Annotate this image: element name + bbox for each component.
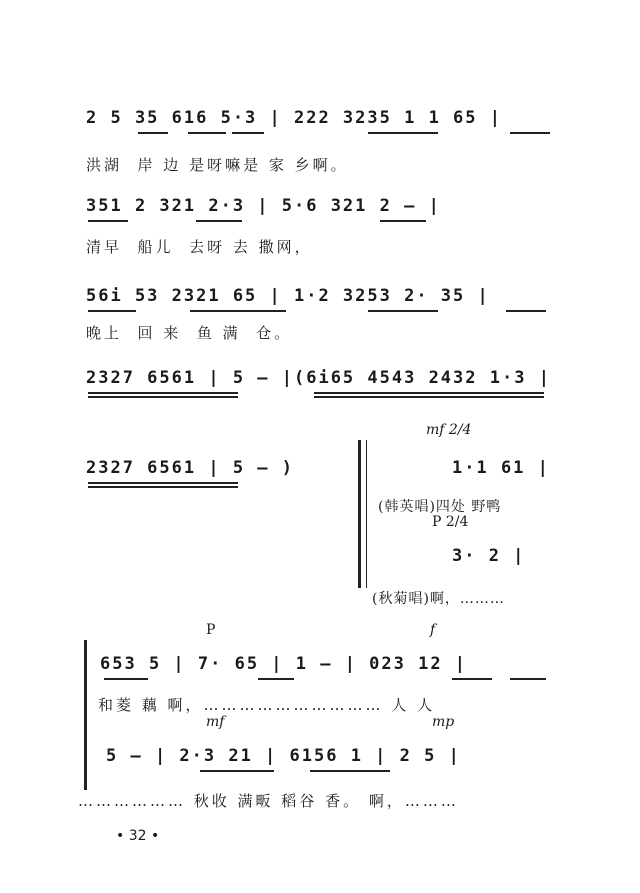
beam — [452, 678, 492, 680]
notes-line-6: 653 5 | 7· 65 | 1 — | 023 12 | — [100, 654, 468, 674]
notes-line-5: 2327 6561 | 5 — ) — [86, 458, 294, 478]
dynamic-mf: mf — [206, 714, 225, 730]
beam — [88, 220, 128, 222]
beam — [88, 486, 238, 488]
notes-line-7: 5 — | 2·3 21 | 6156 1 | 2 5 | — [106, 746, 461, 766]
system-bracket — [84, 640, 87, 790]
beam — [200, 770, 274, 772]
dynamic-mf-duet: mf 2/4 — [426, 422, 472, 438]
beam — [190, 310, 286, 312]
beam — [88, 482, 238, 484]
beam — [510, 132, 550, 134]
notes-duet-b: 3· 2 | — [452, 546, 526, 566]
beam — [196, 220, 242, 222]
dynamic-f: f — [430, 622, 436, 638]
dynamic-p-duet: P 2/4 — [432, 514, 469, 530]
beam — [506, 310, 546, 312]
beam — [104, 678, 148, 680]
beam — [258, 678, 294, 680]
notes-line-4: 2327 6561 | 5 — |(6i65 4543 2432 1·3 | — [86, 368, 551, 388]
beam — [310, 770, 390, 772]
beam — [380, 220, 426, 222]
lyric-line-3: 晚上 回 来 鱼 满 仓。 — [86, 324, 293, 342]
beam — [232, 132, 264, 134]
lyric-duet-a: (韩英唱)四处 野鸭 — [378, 499, 502, 515]
notes-line-1: 2 5 35 616 5·3 | 222 3235 1 1 65 | — [86, 108, 502, 128]
dynamic-p: P — [206, 622, 216, 638]
beam — [88, 392, 238, 394]
beam — [510, 678, 546, 680]
notes-line-3: 56i 53 2321 65 | 1·2 3253 2· 35 | — [86, 286, 490, 306]
beam — [368, 310, 438, 312]
duet-bracket-inner — [366, 440, 367, 588]
lyric-duet-b: (秋菊唱)啊，……… — [372, 591, 505, 607]
lyric-line-2: 清早 船儿 去呀 去 撒网， — [86, 238, 313, 256]
lyric-line-1: 洪湖 岸 边 是呀嘛是 家 乡啊。 — [86, 156, 349, 174]
beam — [88, 310, 136, 312]
beam — [314, 392, 544, 394]
dynamic-mp: mp — [432, 714, 455, 730]
beam — [314, 396, 544, 398]
lyric-line-6: 和菱 藕 啊，………………………… 人 人 — [98, 696, 436, 714]
page-number: • 32 • — [116, 828, 160, 844]
notes-duet-a: 1·1 61 | — [452, 458, 550, 478]
beam — [368, 132, 438, 134]
beam — [188, 132, 226, 134]
notes-line-2: 351 2 321 2·3 | 5·6 321 2 — | — [86, 196, 441, 216]
beam — [88, 396, 238, 398]
lyric-line-7: ……………… 秋收 满畈 稻谷 香。 啊，……… — [78, 792, 459, 810]
beam — [138, 132, 168, 134]
duet-bracket — [358, 440, 361, 588]
